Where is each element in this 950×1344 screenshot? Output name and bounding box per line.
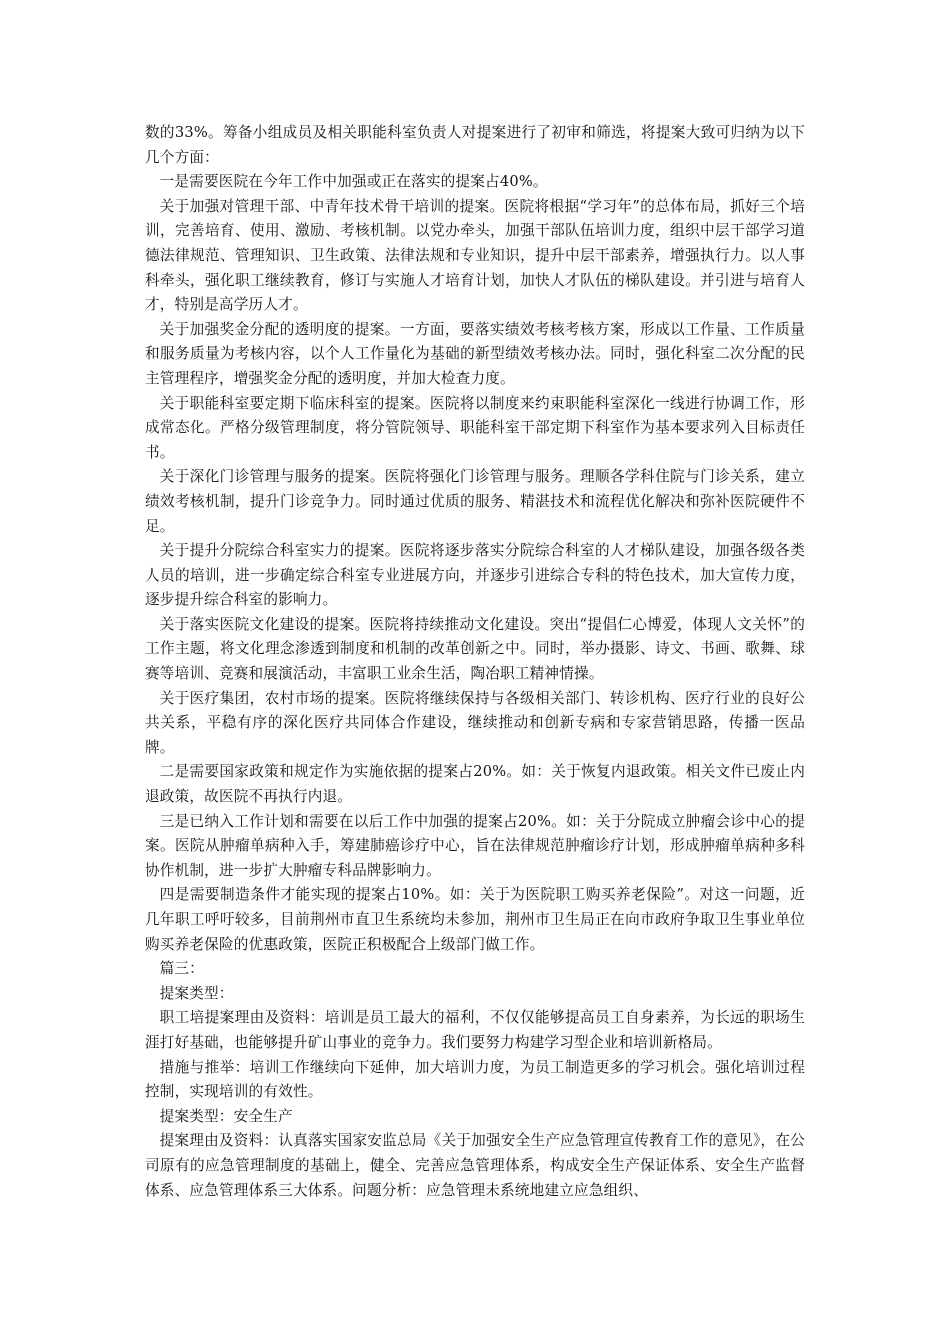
paragraph: 关于落实医院文化建设的提案。医院将持续推动文化建设。突出“提倡仁心博爱，体现人文关怀”的工作主题，将文化理念渗透到制度和机制的改革创新之中。同时，举办摄影、诗文、书画、歌舞、球赛等培训、竞赛和展演活动，丰富职工业余生活，陶冶职工精神情操。 bbox=[145, 615, 805, 683]
paragraph: 职工培提案理由及资料：培训是员工最大的福利，不仅仅能够提高员工自身素养，为长远的职场生涯打好基础，也能够提升矿山事业的竞争力。我们要努力构建学习型企业和培训新格局。 bbox=[145, 1009, 805, 1051]
paragraph: 关于提升分院综合科室实力的提案。医院将逐步落实分院综合科室的人才梯队建设，加强各级各类人员的培训，进一步确定综合科室专业进展方向，并逐步引进综合专科的特色技术，加大宣传力度，逐步提升综合科室的影响力。 bbox=[145, 542, 805, 609]
paragraph: 措施与推举：培训工作继续向下延伸，加大培训力度，为员工制造更多的学习机会。强化培训过程控制，实现培训的有效性。 bbox=[145, 1058, 805, 1101]
paragraph: 关于医疗集团，农村市场的提案。医院将继续保持与各级相关部门、转诊机构、医疗行业的良好公共关系，平稳有序的深化医疗共同体合作建设，继续推动和创新专病和专家营销思路，传播一医品牌。 bbox=[145, 689, 805, 756]
document-body bbox=[145, 121, 805, 1203]
paragraph: 二是需要国家政策和规定作为实施依据的提案占20%。如：关于恢复内退政策。相关文件已废止内退政策，故医院不再执行内退。 bbox=[145, 763, 805, 806]
paragraph: 三是已纳入工作计划和需要在以后工作中加强的提案占20%。如：关于分院成立肿瘤会诊中心的提案。医院从肿瘤单病种入手，筹建肺癌诊疗中心，旨在法律规范肿瘤诊疗计划，形成肿瘤单病种多科协作机制，进一步扩大肿瘤专科品牌影响力。 bbox=[145, 812, 805, 879]
section-heading: 篇三： bbox=[159, 960, 204, 978]
paragraph: 关于加强对管理干部、中青年技术骨干培训的提案。医院将根据“学习年”的总体布局，抓好三个培训，完善培育、使用、激励、考核机制。以党办牵头，加强干部队伍培训力度，组织中层干部学习道德法律规范、管理知识、卫生政策、法律法规和专业知识，提升中层干部素养，增强执行力。以人事科牵头，强化职工继续教育，修订与实施人才培育计划，加快人才队伍的梯队建设。并引进与培育人才，特别是高学历人才。 bbox=[145, 197, 805, 314]
paragraph: 一是需要医院在今年工作中加强或正在落实的提案占40%。 bbox=[159, 173, 548, 191]
paragraph: 关于深化门诊管理与服务的提案。医院将强化门诊管理与服务。理顺各学科住院与门诊关系，建立绩效考核机制，提升门诊竞争力。同时通过优质的服务、精湛技术和流程优化解决和弥补医院硬件不足。 bbox=[145, 468, 805, 535]
paragraph: 数的33%。筹备小组成员及相关职能科室负责人对提案进行了初审和筛选，将提案大致可归纳为以下几个方面： bbox=[145, 124, 805, 166]
paragraph: 四是需要制造条件才能实现的提案占10%。如：关于为医院职工购买养老保险”。对这一问题，近几年职工呼吁较多，目前荆州市直卫生系统均未参加，荆州市卫生局正在向市政府争取卫生事业单位购买养老保险的优惠政策，医院正积极配合上级部门做工作。 bbox=[145, 886, 805, 953]
paragraph: 提案理由及资料：认真落实国家安监总局《关于加强安全生产应急管理宣传教育工作的意见》，在公司原有的应急管理制度的基础上，健全、完善应急管理体系，构成安全生产保证体系、安全生产监督体系、应急管理体系三大体系。问题分析：应急管理未系统地建立应急组织、 bbox=[145, 1132, 805, 1199]
paragraph: 关于职能科室要定期下临床科室的提案。医院将以制度来约束职能科室深化一线进行协调工作，形成常态化。严格分级管理制度，将分管院领导、职能科室干部定期下科室作为基本要求列入目标责任书。 bbox=[145, 394, 805, 461]
paragraph: 关于加强奖金分配的透明度的提案。一方面，要落实绩效考核考核方案，形成以工作量、工作质量和服务质量为考核内容，以个人工作量化为基础的新型绩效考核办法。同时，强化科室二次分配的民主管理程序，增强奖金分配的透明度，并加大检查力度。 bbox=[145, 320, 805, 387]
proposal-type-label: 提案类型： bbox=[159, 984, 234, 1002]
proposal-type-label: 提案类型：安全生产 bbox=[159, 1107, 293, 1125]
